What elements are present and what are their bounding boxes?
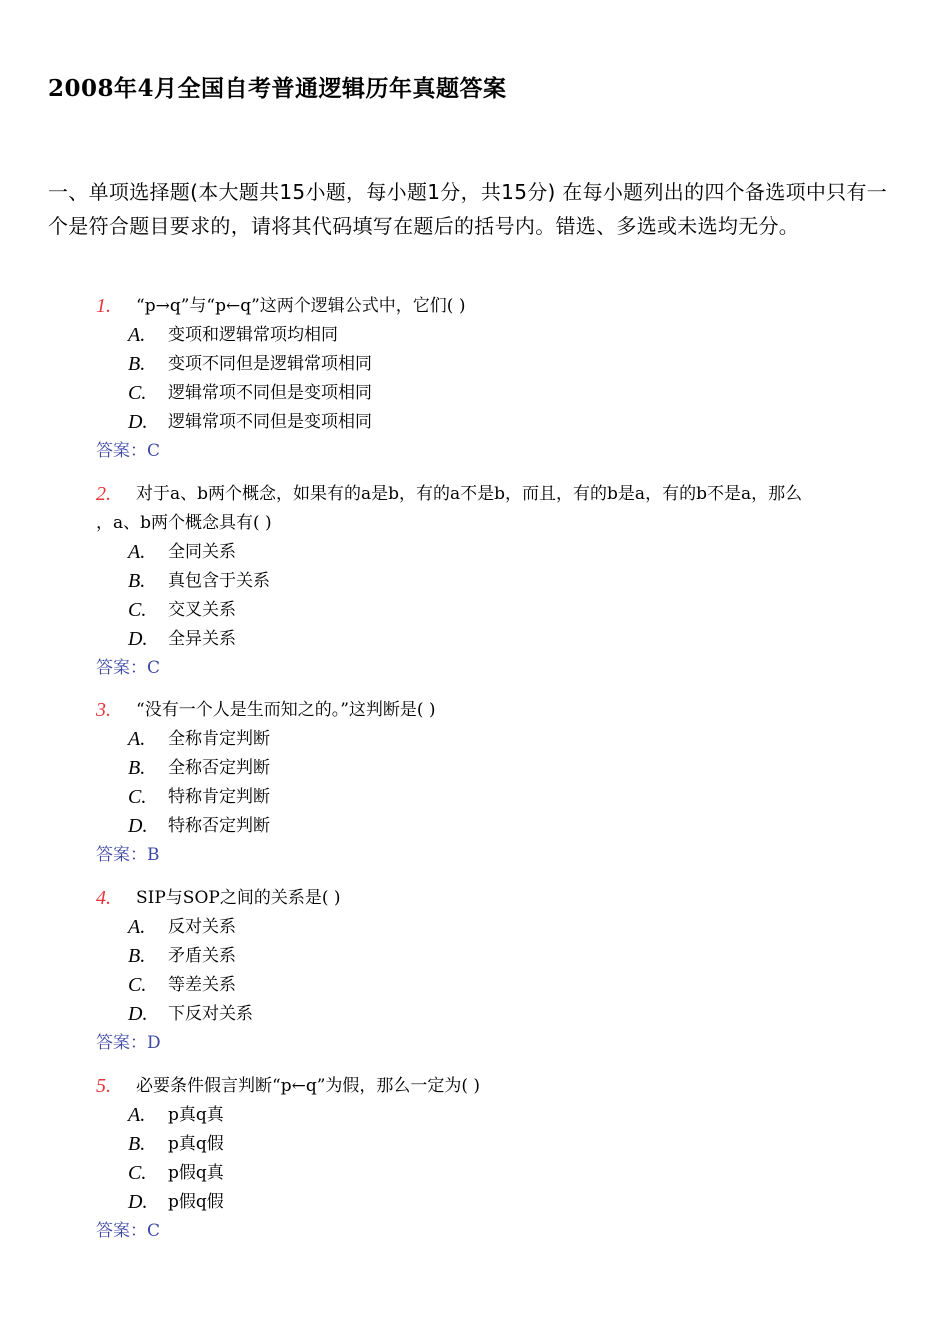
answer-line: 答案：C: [96, 441, 161, 461]
option-letter: D.: [128, 628, 148, 650]
option-d: [0, 408, 950, 437]
option-letter: D.: [128, 1003, 148, 1025]
option-text: 交叉关系: [168, 600, 236, 620]
answer-line: 答案：B: [96, 845, 160, 865]
option-letter: B.: [128, 757, 146, 779]
question-text: “p→q”与“p←q”这两个逻辑公式中，它们( ): [136, 296, 466, 316]
option-text: p真q真: [168, 1105, 224, 1125]
question-stem: [0, 1072, 950, 1101]
option-c: [0, 783, 950, 812]
option-text: p假q假: [168, 1192, 224, 1212]
question-stem: [0, 480, 950, 509]
question-stem: [0, 884, 950, 913]
option-c: [0, 1159, 950, 1188]
option-a: [0, 913, 950, 942]
option-text: p假q真: [168, 1163, 224, 1183]
question-2: [0, 480, 950, 696]
question-text: 必要条件假言判断“p←q”为假，那么一定为( ): [136, 1076, 481, 1096]
option-a: [0, 538, 950, 567]
option-a: [0, 321, 950, 350]
option-b: [0, 1130, 950, 1159]
option-b: [0, 754, 950, 783]
option-text: 逻辑常项不同但是变项相同: [168, 383, 372, 403]
option-b: [0, 567, 950, 596]
option-text: 下反对关系: [168, 1004, 253, 1024]
option-letter: A.: [128, 324, 146, 346]
question-text: “没有一个人是生而知之的。”这判断是( ): [136, 700, 436, 720]
question-number: 4.: [96, 887, 111, 909]
question-text: SIP与SOP之间的关系是( ): [136, 888, 341, 908]
option-letter: A.: [128, 541, 146, 563]
option-d: [0, 1188, 950, 1217]
option-text: 等差关系: [168, 975, 236, 995]
option-text: 全称否定判断: [168, 758, 270, 778]
option-letter: D.: [128, 815, 148, 837]
option-letter: C.: [128, 1162, 147, 1184]
option-c: [0, 596, 950, 625]
option-letter: C.: [128, 599, 147, 621]
option-text: 变项不同但是逻辑常项相同: [168, 354, 372, 374]
option-letter: B.: [128, 1133, 146, 1155]
question-text-continuation: ，a、b两个概念具有( ): [96, 513, 272, 533]
option-letter: C.: [128, 786, 147, 808]
question-number: 5.: [96, 1075, 111, 1097]
option-d: [0, 1000, 950, 1029]
option-letter: B.: [128, 570, 146, 592]
option-letter: B.: [128, 353, 146, 375]
question-stem: [0, 292, 950, 321]
question-text: 对于a、b两个概念，如果有的a是b，有的a不是b，而且，有的b是a，有的b不是a，那么: [136, 484, 803, 504]
question-3: [0, 696, 950, 884]
question-number: 3.: [96, 699, 111, 721]
answer-line: 答案：C: [96, 1221, 161, 1241]
section-intro: 一、单项选择题(本大题共15小题，每小题1分，共15分) 在每小题列出的四个备选项中只有一个是符合题目要求的，请将其代码填写在题后的括号内。错选、多选或未选均无分。: [48, 180, 888, 238]
option-letter: B.: [128, 945, 146, 967]
option-text: 反对关系: [168, 917, 236, 937]
option-c: [0, 971, 950, 1000]
option-text: 变项和逻辑常项均相同: [168, 325, 338, 345]
question-4: [0, 884, 950, 1072]
option-text: 全称肯定判断: [168, 729, 270, 749]
answer-line: 答案：C: [96, 658, 161, 678]
option-d: [0, 812, 950, 841]
option-c: [0, 379, 950, 408]
document-title: 2008年4月全国自考普通逻辑历年真题答案: [48, 75, 507, 102]
question-stem: [0, 696, 950, 725]
option-text: 真包含于关系: [168, 571, 270, 591]
option-letter: A.: [128, 916, 146, 938]
option-b: [0, 942, 950, 971]
question-number: 2.: [96, 483, 111, 505]
option-text: 特称肯定判断: [168, 787, 270, 807]
option-text: 矛盾关系: [168, 946, 236, 966]
option-text: 全异关系: [168, 629, 236, 649]
question-1: [0, 292, 950, 480]
question-list: [0, 292, 950, 1260]
option-text: 特称否定判断: [168, 816, 270, 836]
option-letter: D.: [128, 1191, 148, 1213]
question-number: 1.: [96, 295, 111, 317]
option-a: [0, 1101, 950, 1130]
option-letter: C.: [128, 382, 147, 404]
option-letter: A.: [128, 728, 146, 750]
option-d: [0, 625, 950, 654]
answer-line: 答案：D: [96, 1033, 161, 1053]
option-a: [0, 725, 950, 754]
option-text: 逻辑常项不同但是变项相同: [168, 412, 372, 432]
option-text: 全同关系: [168, 542, 236, 562]
question-5: [0, 1072, 950, 1260]
option-text: p真q假: [168, 1134, 224, 1154]
option-letter: C.: [128, 974, 147, 996]
option-letter: A.: [128, 1104, 146, 1126]
option-letter: D.: [128, 411, 148, 433]
option-b: [0, 350, 950, 379]
